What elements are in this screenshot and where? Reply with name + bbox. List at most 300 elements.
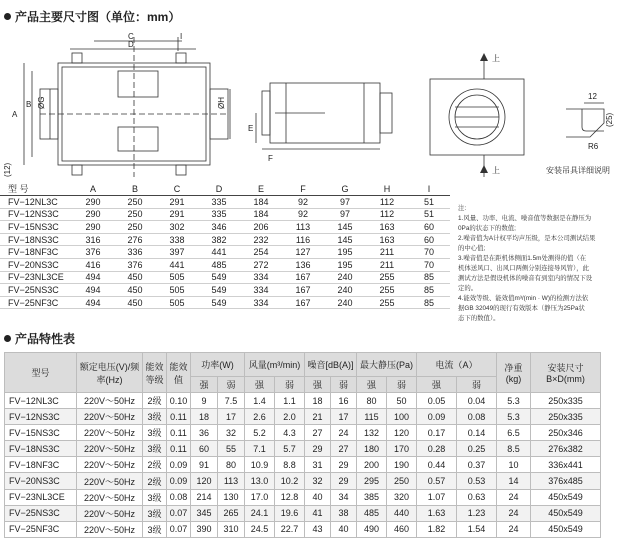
perf-header-airflow: 风量(m³/min)	[245, 353, 305, 377]
spec-cell: 385	[357, 489, 387, 505]
spec-cell: 220V～50Hz	[77, 473, 143, 489]
dimension-cell: 163	[379, 234, 395, 245]
dimension-cell: 97	[339, 209, 350, 220]
spec-cell: 21	[305, 409, 331, 425]
spec-cell: 115	[357, 409, 387, 425]
spec-cell: 24	[497, 521, 531, 537]
spec-cell: 295	[357, 473, 387, 489]
dimension-cell: 85	[423, 272, 434, 283]
hanger-caption: 安装吊具详细说明	[546, 166, 610, 175]
dimension-cell: 184	[253, 209, 269, 220]
table-row	[0, 221, 450, 234]
perf-header-row-1	[5, 353, 601, 377]
dimension-cell: 376	[85, 247, 101, 258]
note-line: 机体送风口、出风口两侧分别连接导风管），此	[458, 265, 590, 272]
spec-cell: 40	[305, 489, 331, 505]
model-cell: FV−18NF3C	[5, 457, 77, 473]
spec-cell: 250x335	[531, 393, 601, 409]
spec-cell: 130	[218, 489, 245, 505]
dimension-cell: 334	[253, 272, 269, 283]
spec-cell: 220V～50Hz	[77, 425, 143, 441]
spec-cell: 80	[218, 457, 245, 473]
model-cell: FV−23NL3CE	[8, 272, 64, 283]
spec-cell: 0.53	[457, 473, 497, 489]
dimension-cell: 302	[169, 221, 185, 232]
spec-cell: 2级	[143, 457, 167, 473]
dimension-cell: 485	[211, 259, 227, 270]
table-row	[5, 393, 601, 409]
model-cell: FV−20NS3C	[5, 473, 77, 489]
dimension-cell: 136	[295, 259, 311, 270]
spec-cell: 220V～50Hz	[77, 457, 143, 473]
perf-section-title	[4, 330, 75, 347]
spec-cell: 0.09	[167, 457, 191, 473]
spec-cell: 5.2	[245, 425, 275, 441]
dimension-cell: 346	[211, 221, 227, 232]
note-line: 3.噪音值是在距机体侧面1.5m处测得的值（在	[458, 255, 587, 262]
table-row	[5, 505, 601, 521]
spec-cell: 0.05	[417, 393, 457, 409]
note-line: 态下的数值）。	[458, 315, 500, 322]
spec-cell: 10	[497, 457, 531, 473]
note-line: 注:	[458, 205, 467, 212]
dim-i-label: I	[180, 32, 183, 41]
spec-cell: 7.1	[245, 441, 275, 457]
dimension-cell: 167	[295, 272, 311, 283]
spec-cell: 0.10	[167, 393, 191, 409]
spec-cell: 24.1	[245, 505, 275, 521]
dimension-cell: 232	[253, 234, 269, 245]
dimension-cell: 335	[211, 209, 227, 220]
hanger-25-label: (25)	[605, 112, 614, 127]
hanger-r6-label: R6	[588, 142, 599, 151]
dimension-cell: 240	[337, 284, 353, 295]
spec-cell: 0.44	[417, 457, 457, 473]
spec-cell: 0.09	[167, 473, 191, 489]
dim-b-label: B	[26, 100, 32, 109]
notes-block	[458, 204, 642, 324]
dimension-cell: 240	[337, 272, 353, 283]
spec-cell: 12.8	[275, 489, 305, 505]
spec-cell: 120	[387, 425, 417, 441]
note-line: 2.噪音值为A计权平均声压级，是本公司测试结果	[458, 235, 596, 242]
dim-h-label: ØH	[217, 97, 226, 109]
dimension-cell: 441	[211, 247, 227, 258]
model-cell: FV−15NS3C	[8, 221, 59, 232]
spec-cell: 80	[357, 393, 387, 409]
dimension-cell: 272	[253, 259, 269, 270]
spec-cell: 17.0	[245, 489, 275, 505]
spec-cell: 40	[331, 521, 357, 537]
dimension-cell: 97	[339, 196, 350, 207]
twelve-label: (12)	[3, 162, 12, 177]
dimension-cell: 397	[169, 247, 185, 258]
perf-header-strong: 强	[245, 377, 275, 393]
spec-cell: 18	[305, 393, 331, 409]
spec-cell: 32	[305, 473, 331, 489]
dimension-cell: 112	[379, 196, 395, 207]
perf-header-grade: 能效等级	[143, 353, 167, 393]
spec-cell: 1.82	[417, 521, 457, 537]
dimension-cell: 195	[337, 247, 353, 258]
dimension-cell: 112	[379, 209, 395, 220]
dimension-cell: 195	[337, 259, 353, 270]
dimension-cell: 335	[211, 196, 227, 207]
dimension-cell: 290	[85, 209, 101, 220]
spec-cell: 5.3	[497, 393, 531, 409]
dimension-cell: 116	[295, 234, 311, 245]
dimension-cell: 92	[297, 196, 308, 207]
dimension-drawing	[0, 27, 644, 182]
spec-cell: 265	[218, 505, 245, 521]
spec-cell: 190	[387, 457, 417, 473]
dimension-table-body	[0, 196, 450, 309]
bullet-icon	[4, 335, 11, 342]
spec-cell: 0.28	[417, 441, 457, 457]
spec-cell: 27	[331, 441, 357, 457]
dimension-cell: 450	[127, 297, 143, 308]
table-row	[0, 233, 450, 246]
dim-header-a: A	[72, 182, 114, 196]
dimension-cell: 441	[169, 259, 185, 270]
table-row	[0, 246, 450, 259]
table-row	[5, 473, 601, 489]
spec-cell: 336x441	[531, 457, 601, 473]
note-line: 据GB 32049的现行有效版本（静压为25Pa状	[458, 305, 585, 312]
spec-cell: 29	[331, 457, 357, 473]
performance-table-body	[5, 393, 601, 538]
spec-cell: 55	[218, 441, 245, 457]
dimension-cell: 290	[85, 221, 101, 232]
perf-header-size: 安装尺寸 B×D(mm)	[531, 353, 601, 393]
dimension-cell: 92	[297, 209, 308, 220]
spec-cell: 250	[387, 473, 417, 489]
spec-cell: 0.63	[457, 489, 497, 505]
dimension-cell: 494	[85, 272, 101, 283]
dimension-cell: 254	[253, 247, 269, 258]
spec-cell: 38	[331, 505, 357, 521]
spec-cell: 100	[387, 409, 417, 425]
table-row	[5, 457, 601, 473]
dimension-cell: 376	[127, 259, 143, 270]
dimension-cell: 240	[337, 297, 353, 308]
spec-cell: 1.07	[417, 489, 457, 505]
model-cell: FV−25NS3C	[5, 505, 77, 521]
dimension-cell: 549	[211, 297, 227, 308]
table-row	[0, 258, 450, 271]
perf-title-text: 产品特性表	[15, 332, 76, 346]
spec-cell: 8.8	[275, 457, 305, 473]
spec-cell: 29	[331, 473, 357, 489]
spec-cell: 0.37	[457, 457, 497, 473]
spec-cell: 3级	[143, 489, 167, 505]
perf-header-strong: 强	[417, 377, 457, 393]
dim-f-label: F	[268, 154, 273, 163]
dimension-cell: 494	[85, 284, 101, 295]
spec-cell: 1.23	[457, 505, 497, 521]
dimension-cell: 316	[85, 234, 101, 245]
note-line: 1.风量、功率、电流、噪音值等数据是在静压为	[458, 215, 592, 222]
note-line: 4.能效等级、能效值m³/(min · W)的检测方法依	[458, 295, 589, 302]
note-line: 定的。	[458, 285, 478, 292]
spec-cell: 50	[387, 393, 417, 409]
perf-header-strong: 强	[357, 377, 387, 393]
spec-cell: 0.14	[457, 425, 497, 441]
bullet-icon	[4, 13, 11, 20]
dimension-title-text: 产品主要尺寸图（单位：mm）	[15, 10, 181, 24]
dimension-cell: 276	[127, 234, 143, 245]
spec-cell: 0.11	[167, 425, 191, 441]
spec-cell: 220V～50Hz	[77, 409, 143, 425]
dimension-cell: 338	[169, 234, 185, 245]
model-cell: FV−25NF3C	[5, 521, 77, 537]
spec-cell: 120	[191, 473, 218, 489]
dim-d-label: D	[128, 40, 134, 49]
model-cell: FV−23NL3CE	[5, 489, 77, 505]
spec-cell: 91	[191, 457, 218, 473]
perf-header-current: 电流（A）	[417, 353, 497, 377]
spec-cell: 5.3	[497, 409, 531, 425]
dimension-cell: 145	[337, 234, 353, 245]
spec-cell: 2.0	[275, 409, 305, 425]
dimension-cell: 336	[127, 247, 143, 258]
dimension-cell: 416	[85, 259, 101, 270]
perf-header-strong: 强	[191, 377, 218, 393]
dimension-cell: 163	[379, 221, 395, 232]
perf-header-model: 型号	[5, 353, 77, 393]
note-line: 测试方法是假设机体的噪音有到室内的情况下设	[458, 275, 593, 282]
dimension-cell: 60	[423, 221, 434, 232]
dimension-cell: 184	[253, 196, 269, 207]
table-row	[0, 196, 450, 209]
spec-cell: 34	[331, 489, 357, 505]
dim-g-label: ØG	[37, 96, 46, 109]
spec-cell: 17	[331, 409, 357, 425]
perf-header-weight: 净重(kg)	[497, 353, 531, 393]
spec-cell: 17	[218, 409, 245, 425]
dim-header-g: G	[324, 182, 366, 196]
spec-cell: 3级	[143, 409, 167, 425]
dimension-cell: 382	[211, 234, 227, 245]
spec-cell: 19.6	[275, 505, 305, 521]
dim-e-label: E	[248, 124, 254, 133]
spec-cell: 0.08	[457, 409, 497, 425]
model-cell: FV−25NS3C	[8, 284, 59, 295]
spec-cell: 41	[305, 505, 331, 521]
spec-cell: 2级	[143, 473, 167, 489]
dim-a-label: A	[12, 110, 18, 119]
perf-header-weak: 弱	[331, 377, 357, 393]
spec-cell: 200	[357, 457, 387, 473]
dimension-cell: 450	[127, 272, 143, 283]
perf-header-weak: 弱	[275, 377, 305, 393]
spec-cell: 490	[357, 521, 387, 537]
dim-header-h: H	[366, 182, 408, 196]
dimension-cell: 334	[253, 284, 269, 295]
model-cell: FV−18NS3C	[5, 441, 77, 457]
model-cell: FV−15NS3C	[5, 425, 77, 441]
spec-cell: 0.17	[417, 425, 457, 441]
dim-header-d: D	[198, 182, 240, 196]
perf-header-value: 能效值	[167, 353, 191, 393]
spec-cell: 4.3	[275, 425, 305, 441]
dimension-cell: 334	[253, 297, 269, 308]
dimension-cell: 211	[379, 259, 395, 270]
spec-cell: 250x335	[531, 409, 601, 425]
spec-cell: 10.9	[245, 457, 275, 473]
spec-cell: 43	[305, 521, 331, 537]
dimension-table	[0, 182, 450, 309]
spec-cell: 0.25	[457, 441, 497, 457]
spec-cell: 9	[191, 393, 218, 409]
dimension-header-row	[0, 182, 450, 196]
spec-cell: 250x346	[531, 425, 601, 441]
spec-cell: 320	[387, 489, 417, 505]
dimension-cell: 127	[295, 247, 311, 258]
spec-cell: 5.7	[275, 441, 305, 457]
model-cell: FV−18NF3C	[8, 247, 59, 258]
spec-cell: 24	[497, 505, 531, 521]
model-cell: FV−12NL3C	[5, 393, 77, 409]
model-cell: FV−12NS3C	[5, 409, 77, 425]
spec-cell: 24	[497, 489, 531, 505]
dimension-cell: 167	[295, 284, 311, 295]
dimension-cell: 51	[423, 209, 434, 220]
spec-cell: 31	[305, 457, 331, 473]
dimension-cell: 250	[127, 196, 143, 207]
perf-header-pressure: 最大静压(Pa)	[357, 353, 417, 377]
spec-cell: 460	[387, 521, 417, 537]
spec-cell: 13.0	[245, 473, 275, 489]
spec-cell: 0.09	[417, 409, 457, 425]
table-row	[5, 489, 601, 505]
dim-header-e: E	[240, 182, 282, 196]
perf-header-weak: 弱	[387, 377, 417, 393]
dimension-cell: 549	[211, 272, 227, 283]
spec-cell: 29	[305, 441, 331, 457]
table-row	[5, 409, 601, 425]
dimension-cell: 291	[169, 209, 185, 220]
dimension-cell: 255	[379, 284, 395, 295]
perf-header-weak: 弱	[457, 377, 497, 393]
spec-cell: 220V～50Hz	[77, 441, 143, 457]
spec-cell: 0.11	[167, 409, 191, 425]
spec-cell: 10.2	[275, 473, 305, 489]
spec-cell: 220V～50Hz	[77, 505, 143, 521]
spec-cell: 16	[331, 393, 357, 409]
dimension-cell: 70	[423, 247, 434, 258]
hanger-12-label: 12	[588, 92, 597, 101]
dimension-cell: 291	[169, 196, 185, 207]
spec-cell: 24	[331, 425, 357, 441]
spec-cell: 276x382	[531, 441, 601, 457]
dim-header-i: I	[408, 182, 450, 196]
spec-cell: 18	[191, 409, 218, 425]
table-row	[0, 284, 450, 297]
perf-header-noise: 噪音[dB(A)]	[305, 353, 357, 377]
spec-cell: 27	[305, 425, 331, 441]
spec-cell: 450x549	[531, 505, 601, 521]
up-label-top: 上	[492, 54, 500, 63]
spec-cell: 345	[191, 505, 218, 521]
dimension-cell: 250	[127, 209, 143, 220]
dimension-cell: 206	[253, 221, 269, 232]
model-cell: FV−12NL3C	[8, 196, 58, 207]
spec-cell: 32	[218, 425, 245, 441]
dimension-cell: 505	[169, 284, 185, 295]
spec-cell: 220V～50Hz	[77, 521, 143, 537]
spec-cell: 220V～50Hz	[77, 393, 143, 409]
dimension-cell: 211	[379, 247, 395, 258]
spec-cell: 450x549	[531, 489, 601, 505]
dimension-cell: 250	[127, 221, 143, 232]
spec-cell: 3级	[143, 505, 167, 521]
table-row	[5, 521, 601, 537]
dimension-cell: 494	[85, 297, 101, 308]
dimension-cell: 450	[127, 284, 143, 295]
table-row	[0, 296, 450, 309]
dimension-cell: 85	[423, 284, 434, 295]
dimension-cell: 167	[295, 297, 311, 308]
spec-cell: 3级	[143, 425, 167, 441]
spec-cell: 1.54	[457, 521, 497, 537]
spec-cell: 132	[357, 425, 387, 441]
spec-cell: 2.6	[245, 409, 275, 425]
spec-cell: 0.11	[167, 441, 191, 457]
dim-header-c: C	[156, 182, 198, 196]
dimension-cell: 255	[379, 297, 395, 308]
spec-cell: 0.08	[167, 489, 191, 505]
dim-c-label: C	[128, 32, 134, 41]
spec-cell: 170	[387, 441, 417, 457]
model-cell: FV−20NS3C	[8, 259, 59, 270]
dimension-cell: 290	[85, 196, 101, 207]
spec-cell: 440	[387, 505, 417, 521]
performance-table	[4, 352, 601, 538]
dimension-cell: 113	[295, 221, 311, 232]
dim-header-b: B	[114, 182, 156, 196]
note-line: 的中心值;	[458, 245, 486, 252]
perf-header-strong: 强	[305, 377, 331, 393]
spec-cell: 220V～50Hz	[77, 489, 143, 505]
note-line: 0Pa的状态下的数值;	[458, 225, 516, 232]
spec-cell: 14	[497, 473, 531, 489]
dimension-cell: 60	[423, 234, 434, 245]
dimension-cell: 255	[379, 272, 395, 283]
spec-cell: 113	[218, 473, 245, 489]
spec-cell: 7.5	[218, 393, 245, 409]
up-label-bottom: 上	[492, 166, 500, 175]
spec-cell: 8.5	[497, 441, 531, 457]
spec-cell: 3级	[143, 441, 167, 457]
spec-cell: 180	[357, 441, 387, 457]
spec-cell: 60	[191, 441, 218, 457]
spec-cell: 310	[218, 521, 245, 537]
dimension-section-title	[4, 8, 180, 25]
spec-cell: 0.04	[457, 393, 497, 409]
spec-cell: 485	[357, 505, 387, 521]
model-cell: FV−18NS3C	[8, 234, 59, 245]
spec-cell: 376x485	[531, 473, 601, 489]
spec-cell: 390	[191, 521, 218, 537]
spec-cell: 450x549	[531, 521, 601, 537]
table-row	[0, 271, 450, 284]
spec-cell: 22.7	[275, 521, 305, 537]
perf-header-power: 功率(W)	[191, 353, 245, 377]
dimension-cell: 505	[169, 272, 185, 283]
dimension-cell: 549	[211, 284, 227, 295]
spec-cell: 24.5	[245, 521, 275, 537]
